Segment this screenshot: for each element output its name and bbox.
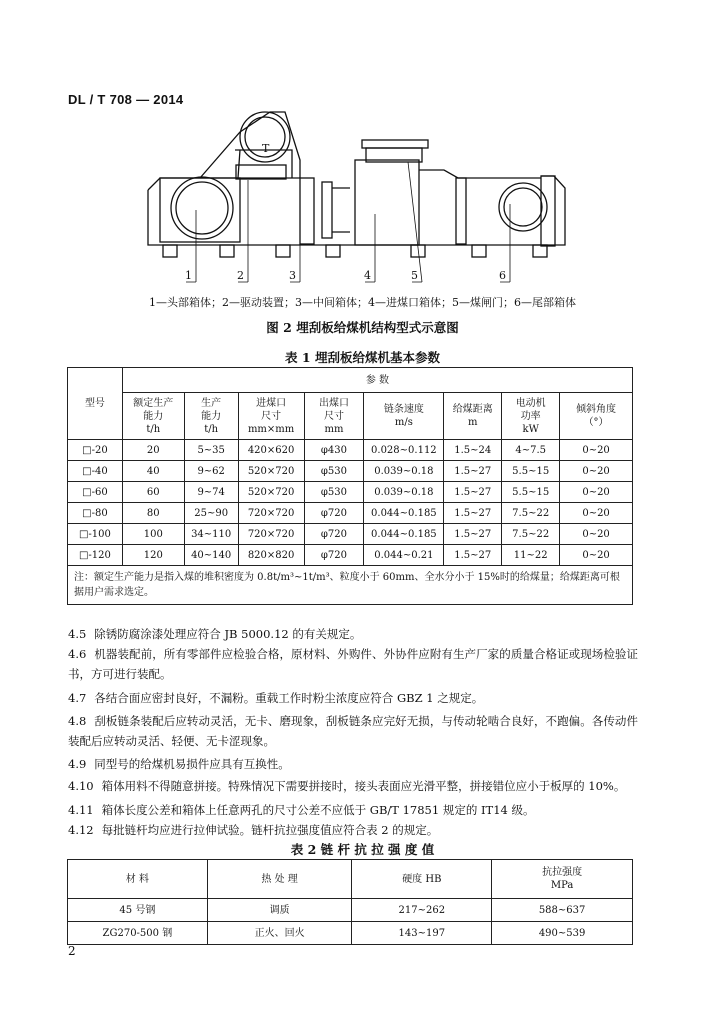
clause-number: 4.11 xyxy=(68,803,94,817)
table-cell: 1.5~27 xyxy=(444,524,502,545)
table1-caption: 表 1 埋刮板给煤机基本参数 xyxy=(285,350,440,365)
table-cell: 720×720 xyxy=(238,524,304,545)
table-cell: 20 xyxy=(122,440,184,461)
part-number: 1 xyxy=(185,269,192,282)
table-cell: 0~20 xyxy=(560,524,633,545)
column-header: 硬度 HB xyxy=(352,860,492,899)
table-cell: 1.5~27 xyxy=(444,461,502,482)
clause-number: 4.10 xyxy=(68,779,94,793)
clause-paragraph xyxy=(68,711,638,751)
clause-text: 每批链杆均应进行拉伸试验。链杆抗拉强度值应符合表 2 的规定。 xyxy=(101,823,439,837)
table-cell: □-120 xyxy=(68,545,123,566)
table-cell: 0~20 xyxy=(560,545,633,566)
clause-number: 4.5 xyxy=(68,627,87,641)
table-cell: 100 xyxy=(122,524,184,545)
table-cell: 45 号钢 xyxy=(68,899,208,922)
table-cell: 1.5~27 xyxy=(444,545,502,566)
column-header: 倾斜角度 （°） xyxy=(560,393,633,440)
clause-text: 各结合面应密封良好，不漏粉。重载工作时粉尘浓度应符合 GBZ 1 之规定。 xyxy=(94,691,484,705)
table-cell: 4~7.5 xyxy=(502,440,560,461)
table2-caption: 表 2 链 杆 抗 拉 强 度 值 xyxy=(290,842,435,857)
part-number: 6 xyxy=(499,269,506,282)
clause-number: 4.8 xyxy=(68,714,87,728)
table-cell: 40 xyxy=(122,461,184,482)
clause-text: 除锈防腐涂漆处理应符合 JB 5000.12 的有关规定。 xyxy=(94,627,362,641)
table-cell: 588~637 xyxy=(492,899,633,922)
table-cell: 820×820 xyxy=(238,545,304,566)
table2-body xyxy=(68,899,633,945)
table-cell: 9~62 xyxy=(184,461,238,482)
table-row xyxy=(68,482,633,503)
document-header: DL / T 708 — 2014 xyxy=(68,92,184,107)
table-cell: 1.5~27 xyxy=(444,482,502,503)
part-number: 3 xyxy=(289,269,296,282)
table-cell: 0.044~0.21 xyxy=(364,545,444,566)
table-cell: 217~262 xyxy=(352,899,492,922)
table-cell: φ720 xyxy=(304,545,364,566)
table-cell: 5~35 xyxy=(184,440,238,461)
table-row xyxy=(68,503,633,524)
table2-tensile-strength xyxy=(67,859,633,945)
table-cell: □-20 xyxy=(68,440,123,461)
table-cell: 0~20 xyxy=(560,440,633,461)
clause-text: 箱体长度公差和箱体上任意两孔的尺寸公差不应低于 GB/T 17851 规定的 IT14 级。 xyxy=(101,803,535,817)
clause-paragraph xyxy=(68,644,638,684)
table-cell: φ720 xyxy=(304,503,364,524)
table-cell: 120 xyxy=(122,545,184,566)
table-cell: 143~197 xyxy=(352,922,492,945)
table-cell: 25~90 xyxy=(184,503,238,524)
figure-legend: 1—头部箱体；2—驱动装置；3—中间箱体；4—进煤口箱体；5—煤闸门；6—尾部箱体 xyxy=(149,296,576,309)
table-cell: 0~20 xyxy=(560,503,633,524)
table-cell: 0~20 xyxy=(560,482,633,503)
part-number: 2 xyxy=(237,269,244,282)
table-row xyxy=(68,545,633,566)
table-cell: □-80 xyxy=(68,503,123,524)
table-cell: □-60 xyxy=(68,482,123,503)
table-cell: 0.039~0.18 xyxy=(364,482,444,503)
clause-paragraph xyxy=(68,820,638,840)
clause-text: 机器装配前，所有零部件应检验合格，原材料、外购件、外协件应附有生产厂家的质量合格证或现场检验证书，方可进行装配。 xyxy=(68,647,638,681)
table-cell: 60 xyxy=(122,482,184,503)
feeder-structure-diagram xyxy=(0,0,725,300)
part-number: 4 xyxy=(364,269,371,282)
table-cell: 80 xyxy=(122,503,184,524)
column-header: 给煤距离 m xyxy=(444,393,502,440)
table-row xyxy=(68,922,633,945)
table-cell: φ430 xyxy=(304,440,364,461)
clause-paragraph xyxy=(68,754,638,774)
table-cell: 0.044~0.185 xyxy=(364,503,444,524)
table-cell: 420×620 xyxy=(238,440,304,461)
page-number: 2 xyxy=(68,944,76,958)
table-cell: 7.5~22 xyxy=(502,524,560,545)
clause-text: 箱体用料不得随意拼接。特殊情况下需要拼接时，接头表面应光滑平整，拼接错位应小于板厚的 10%。 xyxy=(101,779,626,793)
clause-paragraph xyxy=(68,800,638,820)
clause-number: 4.7 xyxy=(68,691,87,705)
table-cell: 0~20 xyxy=(560,461,633,482)
part-number: 5 xyxy=(411,269,418,282)
column-header: 材 料 xyxy=(68,860,208,899)
table-row xyxy=(68,440,633,461)
column-header: 链条速度 m/s xyxy=(364,393,444,440)
table-cell: φ530 xyxy=(304,482,364,503)
clause-number: 4.6 xyxy=(68,647,87,661)
table-cell: 1.5~27 xyxy=(444,503,502,524)
header-model: 型号 xyxy=(68,368,123,440)
column-header: 热 处 理 xyxy=(207,860,352,899)
table-cell: 720×720 xyxy=(238,503,304,524)
table-cell: □-100 xyxy=(68,524,123,545)
table-cell: ZG270-500 钢 xyxy=(68,922,208,945)
table-cell: 正火、回火 xyxy=(207,922,352,945)
table-cell: 11~22 xyxy=(502,545,560,566)
table-cell: 5.5~15 xyxy=(502,482,560,503)
column-header: 生产 能力 t/h xyxy=(184,393,238,440)
clause-paragraph xyxy=(68,776,638,796)
clause-text: 刮板链条装配后应转动灵活，无卡、磨现象，刮板链条应完好无损，与传动轮啮合良好，不跑偏。各传动件装配后应转动灵活、轻便、无卡涩现象。 xyxy=(68,714,638,748)
table-cell: φ530 xyxy=(304,461,364,482)
table1-body xyxy=(68,440,633,566)
table-cell: 1.5~24 xyxy=(444,440,502,461)
header-params: 参 数 xyxy=(122,368,632,393)
table-row xyxy=(68,524,633,545)
clause-text: 同型号的给煤机易损件应具有互换性。 xyxy=(94,757,290,771)
table-cell: 7.5~22 xyxy=(502,503,560,524)
table-cell: 5.5~15 xyxy=(502,461,560,482)
drive-label: T xyxy=(262,142,270,155)
table-cell: 40~140 xyxy=(184,545,238,566)
table-row xyxy=(68,461,633,482)
table-cell: 调质 xyxy=(207,899,352,922)
figure-caption: 图 2 埋刮板给煤机结构型式示意图 xyxy=(266,320,459,335)
column-header: 出煤口 尺寸 mm xyxy=(304,393,364,440)
table1-note: 注：额定生产能力是指入煤的堆积密度为 0.8t/m³~1t/m³、粒度小于 60mm、全水分小于 15%时的给煤量；给煤距离可根据用户需求选定。 xyxy=(68,566,633,605)
table-cell: 0.039~0.18 xyxy=(364,461,444,482)
table-cell: 9~74 xyxy=(184,482,238,503)
table-cell: 490~539 xyxy=(492,922,633,945)
table-cell: 0.028~0.112 xyxy=(364,440,444,461)
clause-paragraph xyxy=(68,624,638,644)
column-header: 进煤口 尺寸 mm×mm xyxy=(238,393,304,440)
column-header: 额定生产 能力 t/h xyxy=(122,393,184,440)
table1-parameters xyxy=(67,367,633,605)
table-cell: □-40 xyxy=(68,461,123,482)
table-cell: φ720 xyxy=(304,524,364,545)
table-cell: 520×720 xyxy=(238,482,304,503)
clause-number: 4.12 xyxy=(68,823,94,837)
table-cell: 34~110 xyxy=(184,524,238,545)
table-cell: 520×720 xyxy=(238,461,304,482)
table-cell: 0.044~0.185 xyxy=(364,524,444,545)
column-header: 抗拉强度 MPa xyxy=(492,860,633,899)
table-row xyxy=(68,899,633,922)
column-header: 电动机 功率 kW xyxy=(502,393,560,440)
clause-number: 4.9 xyxy=(68,757,87,771)
clause-paragraph xyxy=(68,688,638,708)
